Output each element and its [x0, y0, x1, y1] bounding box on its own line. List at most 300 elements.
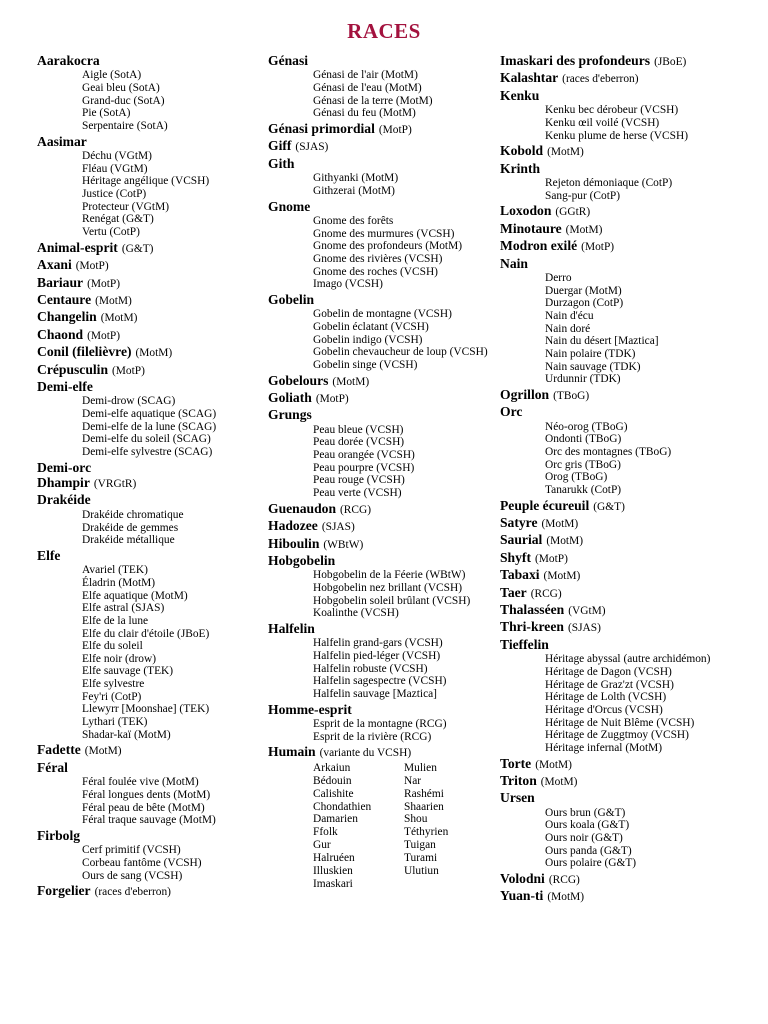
subrace-item: Gnome des profondeurs (MotM) [313, 240, 463, 253]
subrace-item: Protecteur (VGtM) [82, 200, 169, 213]
race-name: Demi-orc [37, 459, 92, 475]
race-entry [37, 134, 262, 149]
subrace-item: Imago (VCSH) [313, 278, 383, 291]
subrace-item: Génasi du feu (MotM) [313, 107, 416, 120]
subrace-list [313, 308, 496, 371]
race-name: Aarakocra [37, 53, 100, 68]
subrace-item: Imaskari [313, 877, 353, 890]
race-entry [500, 602, 762, 619]
subrace-item: Gobelin indigo (VCSH) [313, 333, 423, 346]
race-name: Fadette [37, 742, 81, 758]
races-column-2 [268, 53, 496, 891]
subrace-item: Peau bleue (VCSH) [313, 423, 404, 436]
subrace-item: Githzerai (MotM) [313, 184, 395, 197]
race-source: (TBoG) [553, 389, 590, 402]
subrace-list [545, 177, 762, 202]
races-column-1 [37, 53, 262, 901]
subrace-item: Héritage de Graz'zt (VCSH) [545, 678, 674, 691]
subrace-item: Génasi de l'eau (MotM) [313, 82, 422, 95]
subrace-item: Tuigan [404, 839, 436, 852]
race-entry [500, 88, 762, 103]
race-name: Minotaure [500, 220, 562, 236]
subrace-list [313, 718, 496, 743]
race-source: (RCG) [530, 587, 562, 600]
subrace-item: Esprit de la rivière (RCG) [313, 730, 432, 743]
race-entry [37, 883, 262, 900]
race-entry [37, 327, 262, 344]
race-name: Elfe [37, 547, 61, 563]
race-source: (VGtM) [568, 605, 606, 618]
subrace-item: Gnome des rivières (VCSH) [313, 252, 443, 265]
race-name: Imaskari des profondeurs [500, 53, 651, 68]
subrace-item: Cerf primitif (VCSH) [82, 844, 181, 857]
race-entry [37, 492, 262, 507]
race-name: Grungs [268, 407, 312, 423]
subrace-item: Shaarien [404, 800, 444, 813]
subrace-item: Illuskien [313, 865, 353, 878]
subrace-item [404, 878, 484, 891]
race-source: (MotM) [540, 775, 578, 788]
race-name: Gnome [268, 198, 311, 214]
subrace-item: Arkaiun [313, 761, 351, 774]
race-name: Humain [268, 744, 316, 760]
subrace-item: Aigle (SotA) [82, 69, 142, 82]
subrace-item: Peau orangée (VCSH) [313, 449, 415, 462]
subrace-item: Shadar-kaï (MotM) [82, 728, 171, 741]
race-entry [37, 53, 262, 68]
subrace-item: Esprit de la montagne (RCG) [313, 718, 447, 731]
subrace-item: Drakéide chromatique [82, 508, 184, 521]
race-source: (GGtR) [555, 206, 591, 219]
subrace-list [82, 564, 262, 741]
race-name: Tieffelin [500, 636, 549, 652]
race-entry [500, 238, 762, 255]
race-source: (MotM) [546, 535, 584, 548]
subrace-item: Halfelin sauvage [Maztica] [313, 688, 437, 701]
race-source: (MotM) [135, 347, 173, 360]
race-entry [37, 275, 262, 292]
race-entry [500, 567, 762, 584]
race-entry [37, 460, 262, 475]
race-name: Orc [500, 404, 523, 420]
subrace-item: Féral longues dents (MotM) [82, 788, 211, 801]
race-entry [37, 309, 262, 326]
subrace-item: Génasi de la terre (MotM) [313, 94, 433, 107]
race-name: Modron exilé [500, 238, 578, 254]
subrace-item: Demi-elfe aquatique (SCAG) [82, 408, 217, 420]
subrace-item: Halfelin sagespectre (VCSH) [313, 675, 447, 688]
subrace-item: Vertu (CotP) [82, 226, 140, 239]
subrace-item: Fey'ri (CotP) [82, 690, 142, 703]
subrace-list [82, 844, 262, 882]
subrace-item: Peau rouge (VCSH) [313, 474, 405, 487]
race-source: (RCG) [548, 874, 580, 886]
race-entry [500, 773, 762, 790]
subrace-item: Ours koala (G&T) [545, 819, 630, 832]
race-source: (races d'eberron) [562, 73, 639, 86]
race-name: Thri-kreen [500, 619, 564, 635]
subrace-list [82, 150, 262, 239]
race-name: Génasi [268, 53, 309, 68]
race-entry [500, 404, 762, 419]
subrace-item: Fléau (VGtM) [82, 162, 148, 175]
race-entry [268, 292, 496, 307]
race-name: Féral [37, 759, 68, 775]
subrace-item: Héritage angélique (VCSH) [82, 175, 210, 188]
race-entry [37, 257, 262, 274]
race-entry [500, 387, 762, 404]
subrace-item: Elfe astral (SJAS) [82, 602, 165, 615]
subrace-item: Héritage de Dagon (VCSH) [545, 665, 672, 678]
race-entry [268, 702, 496, 717]
subrace-item: Téthyrien [404, 826, 449, 839]
subrace-item: Shou [404, 813, 428, 826]
race-source: (SJAS) [295, 141, 329, 154]
race-entry [500, 637, 762, 652]
race-source: (MotM) [543, 570, 581, 583]
race-entry [37, 548, 262, 563]
race-source: (G&T) [593, 500, 625, 513]
race-source: (MotM) [100, 312, 138, 325]
subrace-item: Elfe sauvage (TEK) [82, 665, 174, 678]
subrace-item: Nain doré [545, 322, 591, 335]
race-name: Nain [500, 255, 528, 271]
race-entry [37, 475, 262, 492]
race-entry [268, 501, 496, 518]
subrace-item: Halruéen [313, 852, 355, 865]
race-name: Hadozee [268, 518, 318, 534]
race-name: Taer [500, 584, 527, 600]
subrace-item: Demi-elfe de la lune (SCAG) [82, 420, 217, 433]
race-source: (JBoE) [654, 56, 687, 68]
subrace-item: Gobelin singe (VCSH) [313, 358, 418, 371]
subrace-item: Durzagon (CotP) [545, 297, 624, 310]
race-source: (RCG) [340, 503, 372, 516]
subrace-item: Kenku plume de herse (VCSH) [545, 129, 688, 142]
subrace-item: Kenku œil voilé (VCSH) [545, 116, 660, 129]
race-entry [268, 407, 496, 422]
race-name: Kalashtar [500, 70, 559, 86]
race-name: Chaond [37, 326, 84, 342]
subrace-item: Hobgobelin nez brillant (VCSH) [313, 582, 463, 595]
race-name: Hiboulin [268, 535, 320, 551]
subrace-item: Néo-orog (TBoG) [545, 420, 628, 433]
race-name: Saurial [500, 532, 543, 548]
race-name: Halfelin [268, 621, 315, 636]
race-source: (SJAS) [321, 521, 355, 534]
subrace-item: Nain polaire (TDK) [545, 347, 636, 360]
race-entry [500, 70, 762, 87]
race-name: Giff [268, 138, 292, 154]
subrace-item: Halfelin pied-léger (VCSH) [313, 650, 441, 663]
subrace-item: Githyanki (MotM) [313, 172, 399, 185]
race-entry [268, 138, 496, 155]
subrace-item: Gobelin éclatant (VCSH) [313, 320, 429, 333]
race-name: Ursen [500, 790, 535, 806]
subrace-list [82, 509, 262, 547]
race-entry [500, 619, 762, 636]
race-name: Torte [500, 755, 532, 771]
subrace-item: Elfe sylvestre [82, 678, 145, 691]
subrace-item: Peau verte (VCSH) [313, 487, 402, 500]
subrace-item: Nain d'écu [545, 309, 594, 322]
subrace-item: Nain du désert [Maztica] [545, 335, 659, 348]
subrace-item: Gobelin chevaucheur de loup (VCSH) [313, 346, 488, 359]
subrace-item: Héritage abyssal (autre archidémon) [545, 653, 711, 666]
race-source: (MotP) [581, 241, 615, 254]
race-entry [500, 143, 762, 160]
race-name: Kobold [500, 143, 544, 159]
race-name: Thalasséen [500, 602, 565, 618]
subrace-item: Orc gris (TBoG) [545, 458, 621, 471]
race-name: Gobelin [268, 291, 315, 307]
subrace-item: Damarien [313, 813, 358, 826]
race-name: Dhampir [37, 475, 90, 491]
race-entry [37, 828, 262, 843]
race-entry [268, 744, 496, 761]
race-entry [500, 161, 762, 176]
race-name: Animal-esprit [37, 239, 118, 255]
subrace-item: Ours de sang (VCSH) [82, 869, 183, 882]
subrace-item: Chondathien [313, 800, 372, 813]
race-name: Firbolg [37, 827, 81, 843]
subrace-item: Kenku bec dérobeur (VCSH) [545, 104, 679, 117]
subrace-item: Elfe aquatique (MotM) [82, 589, 188, 602]
race-source: (MotM) [565, 223, 603, 236]
subrace-item: Demi-elfe sylvestre (SCAG) [82, 445, 213, 458]
race-name: Centaure [37, 291, 92, 307]
race-name: Demi-elfe [37, 378, 93, 394]
subrace-list [82, 395, 262, 458]
race-entry [268, 373, 496, 390]
subrace-item: Gnome des forêts [313, 214, 394, 227]
subrace-list [545, 807, 762, 870]
subrace-grid [313, 762, 496, 891]
subrace-item: Héritage de Lolth (VCSH) [545, 691, 667, 704]
subrace-item: Nain sauvage (TDK) [545, 360, 641, 373]
subrace-item: Hobgobelin de la Féerie (WBtW) [313, 569, 466, 582]
race-source: (WBtW) [323, 538, 364, 551]
race-entry [37, 379, 262, 394]
race-source: (MotP) [87, 329, 121, 342]
subrace-item: Gobelin de montagne (VCSH) [313, 308, 452, 321]
subrace-item: Rejeton démoniaque (CotP) [545, 177, 673, 189]
race-source: (G&T) [121, 242, 154, 255]
race-entry [268, 553, 496, 568]
race-source: (variante du VCSH) [319, 747, 412, 760]
subrace-item: Serpentaire (SotA) [82, 120, 168, 133]
subrace-item: Elfe du clair d'étoile (JBoE) [82, 627, 210, 640]
race-source: (MotM) [547, 146, 584, 159]
race-name: Drakéide [37, 492, 91, 508]
subrace-item: Halfelin robuste (VCSH) [313, 662, 428, 675]
race-entry [37, 344, 262, 361]
race-source: (MotP) [112, 364, 145, 377]
subrace-item: Koalinthe (VCSH) [313, 607, 399, 620]
race-entry [500, 498, 762, 515]
race-entry [268, 199, 496, 214]
subrace-item: Féral foulée vive (MotM) [82, 776, 199, 789]
subrace-item: Héritage de Nuit Blême (VCSH) [545, 716, 695, 729]
race-entry [500, 585, 762, 602]
subrace-item: Derro [545, 271, 572, 284]
race-entry [500, 221, 762, 238]
race-entry [37, 292, 262, 309]
subrace-item: Ulutiun [404, 865, 439, 878]
subrace-item: Demi-drow (SCAG) [82, 395, 176, 408]
race-name: Peuple écureuil [500, 497, 590, 513]
subrace-item: Duergar (MotM) [545, 284, 622, 297]
subrace-list [313, 69, 496, 120]
race-entry [500, 871, 762, 888]
race-entry [500, 203, 762, 220]
subrace-item: Elfe noir (drow) [82, 652, 157, 665]
race-entry [268, 53, 496, 68]
subrace-item: Drakéide de gemmes [82, 521, 179, 534]
race-source: (MotP) [75, 260, 109, 273]
subrace-item: Geai bleu (SotA) [82, 82, 160, 95]
race-source: (races d'eberron) [94, 886, 171, 899]
race-entry [268, 518, 496, 535]
race-name: Gobelours [268, 372, 329, 388]
race-name: Kenku [500, 87, 540, 103]
subrace-item: Gnome des murmures (VCSH) [313, 227, 455, 240]
subrace-item: Génasi de l'air (MotM) [313, 69, 418, 82]
race-entry [500, 532, 762, 549]
races-column-3 [500, 53, 762, 906]
race-source: (MotM) [541, 518, 579, 530]
race-name: Forgelier [37, 883, 91, 899]
subrace-item: Tanarukk (CotP) [545, 483, 622, 496]
subrace-item: Éladrin (MotM) [82, 576, 156, 589]
race-name: Triton [500, 772, 537, 788]
subrace-item: Bédouin [313, 774, 352, 787]
subrace-item: Peau pourpre (VCSH) [313, 461, 415, 474]
race-name: Guenaudon [268, 500, 337, 516]
subrace-item: Hobgobelin soleil brûlant (VCSH) [313, 594, 471, 607]
race-entry [37, 760, 262, 775]
subrace-item: Sang-pur (CotP) [545, 189, 620, 202]
race-name: Goliath [268, 390, 312, 405]
subrace-item: Féral peau de bête (MotM) [82, 801, 205, 814]
race-source: (MotM) [547, 891, 585, 904]
subrace-item: Mulien [404, 761, 437, 774]
race-source: (MotM) [95, 294, 132, 307]
subrace-item: Ondonti (TBoG) [545, 433, 622, 446]
subrace-list [82, 69, 262, 132]
race-source: (VRGtR) [93, 478, 137, 491]
subrace-item: Héritage de Zuggtmoy (VCSH) [545, 729, 689, 742]
race-entry [500, 515, 762, 532]
subrace-list [545, 421, 762, 497]
subrace-list [545, 272, 762, 386]
subrace-item: Avariel (TEK) [82, 564, 148, 577]
subrace-list [313, 172, 496, 197]
race-name: Changelin [37, 309, 97, 325]
race-name: Crépusculin [37, 361, 109, 377]
race-name: Conil (filelièvre) [37, 344, 132, 360]
subrace-item: Demi-elfe du soleil (SCAG) [82, 433, 211, 446]
subrace-item: Gnome des roches (VCSH) [313, 265, 438, 278]
subrace-item: Grand-duc (SotA) [82, 94, 165, 107]
race-name: Axani [37, 257, 72, 273]
subrace-item: Déchu (VGtM) [82, 150, 152, 163]
subrace-item: Lythari (TEK) [82, 716, 148, 729]
race-name: Gith [268, 155, 295, 171]
subrace-item: Orc des montagnes (TBoG) [545, 445, 672, 458]
subrace-item: Corbeau fantôme (VCSH) [82, 856, 202, 869]
subrace-item: Justice (CotP) [82, 188, 147, 201]
race-source: (MotP) [87, 277, 120, 290]
race-name: Satyre [500, 515, 538, 530]
subrace-item: Halfelin grand-gars (VCSH) [313, 637, 443, 650]
subrace-item: Féral traque sauvage (MotM) [82, 814, 216, 827]
subrace-list [82, 776, 262, 827]
race-name: Yuan-ti [500, 888, 544, 904]
race-entry [268, 621, 496, 636]
race-name: Aasimar [37, 133, 87, 149]
race-name: Shyft [500, 549, 531, 565]
subrace-item: Elfe du soleil [82, 640, 143, 653]
subrace-item: Héritage infernal (MotM) [545, 741, 663, 754]
subrace-item: Gur [313, 839, 331, 852]
race-entry [37, 240, 262, 257]
subrace-item: Rashémi [404, 787, 444, 800]
race-name: Hobgobelin [268, 552, 336, 568]
race-name: Ogrillon [500, 386, 550, 402]
race-name: Loxodon [500, 203, 552, 219]
race-name: Volodni [500, 871, 545, 886]
subrace-item: Llewyrr [Moonshae] (TEK) [82, 703, 210, 716]
subrace-item: Elfe de la lune [82, 614, 149, 627]
subrace-item: Drakéide métallique [82, 534, 175, 547]
subrace-list [545, 653, 762, 754]
race-name: Génasi primordial [268, 121, 375, 137]
race-entry [500, 756, 762, 773]
race-source: (MotP) [315, 393, 349, 405]
subrace-list [313, 569, 496, 620]
race-source: (MotP) [378, 124, 412, 137]
subrace-list [313, 215, 496, 291]
subrace-item: Héritage d'Orcus (VCSH) [545, 703, 663, 716]
race-entry [268, 536, 496, 553]
race-entry [500, 256, 762, 271]
race-name: Krinth [500, 160, 541, 176]
race-entry [37, 742, 262, 759]
subrace-item: Turami [404, 852, 438, 865]
subrace-list [545, 104, 762, 142]
subrace-item: Renégat (G&T) [82, 213, 154, 226]
subrace-item: Nar [404, 774, 422, 787]
race-entry [500, 53, 762, 70]
subrace-list [313, 424, 496, 500]
subrace-item: Ours panda (G&T) [545, 844, 632, 857]
race-entry [268, 156, 496, 171]
race-entry [37, 362, 262, 379]
race-name: Bariaur [37, 274, 84, 290]
race-source: (MotM) [332, 375, 370, 388]
race-entry [268, 390, 496, 407]
race-source: (MotP) [534, 552, 568, 565]
subrace-item: Pie (SotA) [82, 107, 131, 120]
subrace-item: Calishite [313, 787, 354, 800]
subrace-item: Urdunnir (TDK) [545, 373, 621, 386]
subrace-item: Peau dorée (VCSH) [313, 436, 405, 449]
race-name: Tabaxi [500, 567, 540, 583]
race-source: (MotM) [84, 745, 122, 758]
race-entry [500, 550, 762, 567]
subrace-list [313, 637, 496, 700]
